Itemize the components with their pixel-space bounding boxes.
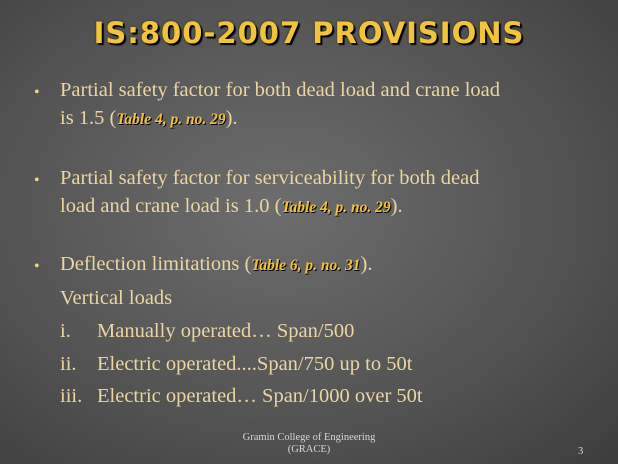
list-item <box>60 320 354 343</box>
table-reference: Table 6, p. no. 31 <box>251 257 361 274</box>
bullet-3-text-post: ). <box>360 253 373 275</box>
list-item-number: iii. <box>60 385 83 407</box>
list-item-text: Electric operated… Span/1000 over 50t <box>97 385 423 407</box>
bullet-1-text-pre: is 1.5 ( <box>60 107 117 129</box>
bullet-1-text-post: ). <box>225 107 238 129</box>
table-reference: Table 4, p. no. 29 <box>116 111 226 128</box>
bullet-3-text-pre: Deflection limitations ( <box>60 253 252 275</box>
list-item-number: ii. <box>60 353 77 375</box>
list-item <box>60 385 423 408</box>
bullet-2-line-1: Partial safety factor for serviceability for both dead <box>60 167 480 189</box>
list-item <box>60 353 412 376</box>
footer-college-name: Gramin College of Engineering <box>242 432 376 443</box>
slide-title: IS:800-2007 PROVISIONS <box>93 16 525 50</box>
bullet-3-line-1 <box>60 253 372 276</box>
table-reference: Table 4, p. no. 29 <box>281 199 391 216</box>
footer <box>0 432 618 456</box>
bullet-2-text-post: ). <box>390 195 403 217</box>
bullet-2-text-pre: load and crane load is 1.0 ( <box>60 195 282 217</box>
subheading-vertical-loads: Vertical loads <box>60 287 173 309</box>
list-item-number: i. <box>60 320 71 342</box>
bullet-1-line-2 <box>60 107 238 130</box>
footer-college-abbrev: (GRACE) <box>287 444 331 455</box>
bullet-2-line-2 <box>60 195 403 218</box>
list-item-text: Manually operated… Span/500 <box>97 320 355 342</box>
page-number: 3 <box>578 446 584 457</box>
bullet-marker: • <box>34 258 40 275</box>
bullet-marker: • <box>34 172 40 189</box>
list-item-text: Electric operated....Span/750 up to 50t <box>97 353 413 375</box>
bullet-1-line-1: Partial safety factor for both dead load and crane load <box>60 79 500 101</box>
bullet-marker: • <box>34 84 40 101</box>
